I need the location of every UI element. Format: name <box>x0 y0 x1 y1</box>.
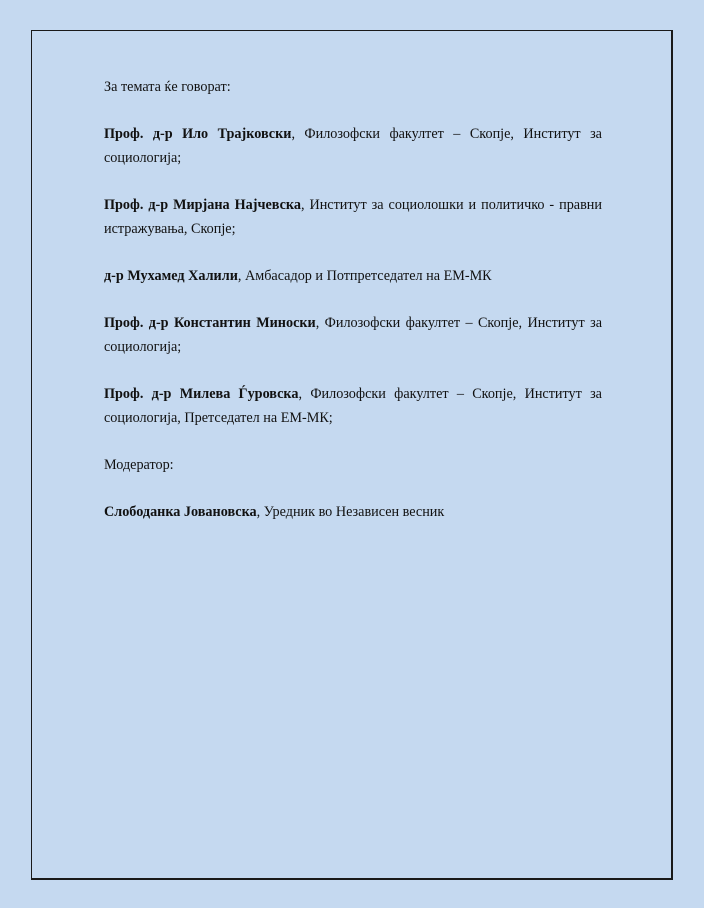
moderator-label: Модератор: <box>104 457 174 473</box>
speaker-entry <box>104 193 602 241</box>
speaker-entry <box>104 264 602 288</box>
speaker-name: Проф. д-р Мирјана Најчевска <box>104 197 301 213</box>
moderator-affiliation: , Уредник во Независен весник <box>256 504 445 520</box>
speaker-entry <box>104 382 602 430</box>
moderator-entry <box>104 500 602 524</box>
speaker-affiliation: , Филозофски факултет – Скопје, Институт за социологија; <box>104 315 602 355</box>
speaker-name: Проф. д-р Константин Миноски <box>104 315 316 331</box>
speaker-affiliation: , Институт за социолошки и политичко - правни истражувања, Скопје; <box>104 197 602 237</box>
speaker-entry <box>104 311 602 359</box>
document-page <box>31 30 673 880</box>
speaker-affiliation: , Филозофски факултет – Скопје, Институт за социологија; <box>104 126 602 166</box>
speaker-name: д-р Мухамед Халили <box>104 268 238 284</box>
moderator-name: Слободанка Јовановска <box>104 504 257 520</box>
intro-text: За темата ќе говорат: <box>104 79 231 95</box>
speaker-affiliation: , Филозофски факултет – Скопје, Институт за социологија, Претседател на ЕМ-МК; <box>104 386 602 426</box>
speaker-entry <box>104 122 602 170</box>
speaker-name: Проф. д-р Милева Ѓуровска <box>104 386 299 402</box>
speaker-affiliation: , Амбасадор и Потпретседател на ЕМ-МК <box>237 268 492 284</box>
speaker-name: Проф. д-р Ило Трајковски <box>104 126 292 142</box>
document-body <box>104 75 602 547</box>
